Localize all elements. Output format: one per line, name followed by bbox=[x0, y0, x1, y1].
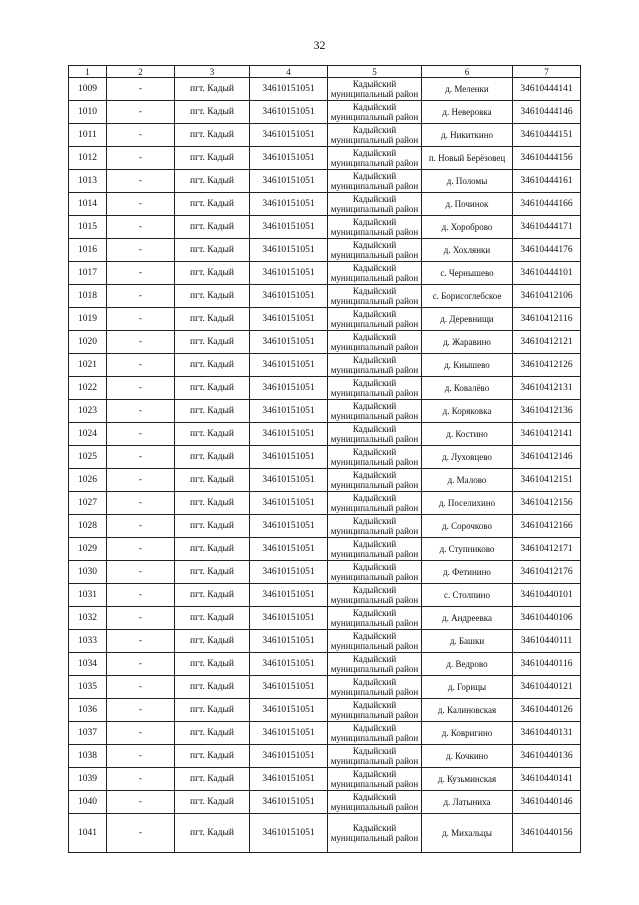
settlement-cell: д. Костино bbox=[422, 423, 513, 446]
table-row bbox=[69, 538, 581, 561]
settlement-cell: д. Фетинино bbox=[422, 561, 513, 584]
settlement-cell: д. Малово bbox=[422, 469, 513, 492]
locality-cell: пгт. Кадый bbox=[175, 101, 250, 124]
settlement-cell: д. Починок bbox=[422, 193, 513, 216]
table-row bbox=[69, 239, 581, 262]
oktmo-cell: 34610444101 bbox=[513, 262, 581, 285]
oktmo-cell: 34610444166 bbox=[513, 193, 581, 216]
locality-cell: пгт. Кадый bbox=[175, 446, 250, 469]
settlement-cell: д. Луховцево bbox=[422, 446, 513, 469]
oktmo-cell: 34610412151 bbox=[513, 469, 581, 492]
locality-cell: пгт. Кадый bbox=[175, 768, 250, 791]
settlement-cell: д. Латыниха bbox=[422, 791, 513, 814]
settlement-cell: д. Сорочково bbox=[422, 515, 513, 538]
dash-cell: - bbox=[107, 630, 175, 653]
settlement-cell: п. Новый Берёзовец bbox=[422, 147, 513, 170]
dash-cell: - bbox=[107, 124, 175, 147]
district-cell: Кадыйский муниципальный район bbox=[328, 331, 422, 354]
settlement-cell: д. Кнышево bbox=[422, 354, 513, 377]
row-number-cell: 1040 bbox=[69, 791, 107, 814]
district-cell: Кадыйский муниципальный район bbox=[328, 561, 422, 584]
dash-cell: - bbox=[107, 239, 175, 262]
locality-cell: пгт. Кадый bbox=[175, 630, 250, 653]
oktmo-cell: 34610440111 bbox=[513, 630, 581, 653]
oktmo-cell: 34610412146 bbox=[513, 446, 581, 469]
table-row bbox=[69, 676, 581, 699]
table-row bbox=[69, 446, 581, 469]
settlement-cell: д. Горицы bbox=[422, 676, 513, 699]
settlement-cell: д. Никиткино bbox=[422, 124, 513, 147]
row-number-cell: 1039 bbox=[69, 768, 107, 791]
locality-cell: пгт. Кадый bbox=[175, 78, 250, 101]
settlement-cell: д. Ковалёво bbox=[422, 377, 513, 400]
locality-cell: пгт. Кадый bbox=[175, 285, 250, 308]
row-number-cell: 1018 bbox=[69, 285, 107, 308]
dash-cell: - bbox=[107, 331, 175, 354]
code-cell: 34610151051 bbox=[250, 745, 328, 768]
table-row bbox=[69, 492, 581, 515]
row-number-cell: 1010 bbox=[69, 101, 107, 124]
locality-cell: пгт. Кадый bbox=[175, 492, 250, 515]
row-number-cell: 1028 bbox=[69, 515, 107, 538]
dash-cell: - bbox=[107, 469, 175, 492]
table-row bbox=[69, 377, 581, 400]
oktmo-cell: 34610444146 bbox=[513, 101, 581, 124]
oktmo-cell: 34610412171 bbox=[513, 538, 581, 561]
code-cell: 34610151051 bbox=[250, 285, 328, 308]
locality-cell: пгт. Кадый bbox=[175, 814, 250, 853]
row-number-cell: 1014 bbox=[69, 193, 107, 216]
column-header: 4 bbox=[250, 66, 328, 78]
district-cell: Кадыйский муниципальный район bbox=[328, 124, 422, 147]
code-cell: 34610151051 bbox=[250, 538, 328, 561]
code-cell: 34610151051 bbox=[250, 492, 328, 515]
locality-cell: пгт. Кадый bbox=[175, 538, 250, 561]
oktmo-cell: 34610412131 bbox=[513, 377, 581, 400]
code-cell: 34610151051 bbox=[250, 400, 328, 423]
settlement-cell: д. Хороброво bbox=[422, 216, 513, 239]
settlement-cell: с. Столпино bbox=[422, 584, 513, 607]
row-number-cell: 1025 bbox=[69, 446, 107, 469]
dash-cell: - bbox=[107, 147, 175, 170]
row-number-cell: 1013 bbox=[69, 170, 107, 193]
dash-cell: - bbox=[107, 193, 175, 216]
table-row bbox=[69, 630, 581, 653]
table-row bbox=[69, 584, 581, 607]
settlement-cell: д. Кузьминская bbox=[422, 768, 513, 791]
district-cell: Кадыйский муниципальный район bbox=[328, 101, 422, 124]
dash-cell: - bbox=[107, 285, 175, 308]
settlement-cell: д. Неверовка bbox=[422, 101, 513, 124]
dash-cell: - bbox=[107, 354, 175, 377]
oktmo-cell: 34610412156 bbox=[513, 492, 581, 515]
table-row bbox=[69, 193, 581, 216]
locality-cell: пгт. Кадый bbox=[175, 400, 250, 423]
table-row bbox=[69, 400, 581, 423]
oktmo-cell: 34610440156 bbox=[513, 814, 581, 853]
row-number-cell: 1037 bbox=[69, 722, 107, 745]
table-header bbox=[69, 66, 581, 78]
dash-cell: - bbox=[107, 216, 175, 239]
locality-cell: пгт. Кадый bbox=[175, 515, 250, 538]
district-cell: Кадыйский муниципальный район bbox=[328, 239, 422, 262]
page-number: 32 bbox=[313, 38, 326, 52]
locality-cell: пгт. Кадый bbox=[175, 262, 250, 285]
district-cell: Кадыйский муниципальный район bbox=[328, 78, 422, 101]
oktmo-cell: 34610412176 bbox=[513, 561, 581, 584]
locality-cell: пгт. Кадый bbox=[175, 722, 250, 745]
oktmo-cell: 34610412141 bbox=[513, 423, 581, 446]
district-cell: Кадыйский муниципальный район bbox=[328, 538, 422, 561]
row-number-cell: 1033 bbox=[69, 630, 107, 653]
table-row bbox=[69, 170, 581, 193]
column-header: 1 bbox=[69, 66, 107, 78]
code-cell: 34610151051 bbox=[250, 469, 328, 492]
locality-cell: пгт. Кадый bbox=[175, 354, 250, 377]
district-cell: Кадыйский муниципальный район bbox=[328, 262, 422, 285]
dash-cell: - bbox=[107, 377, 175, 400]
settlement-cell: д. Калиновская bbox=[422, 699, 513, 722]
oktmo-cell: 34610412136 bbox=[513, 400, 581, 423]
oktmo-cell: 34610440126 bbox=[513, 699, 581, 722]
column-header: 6 bbox=[422, 66, 513, 78]
locality-cell: пгт. Кадый bbox=[175, 377, 250, 400]
table-row bbox=[69, 331, 581, 354]
district-cell: Кадыйский муниципальный район bbox=[328, 492, 422, 515]
district-cell: Кадыйский муниципальный район bbox=[328, 147, 422, 170]
district-cell: Кадыйский муниципальный район bbox=[328, 423, 422, 446]
district-cell: Кадыйский муниципальный район bbox=[328, 745, 422, 768]
locality-cell: пгт. Кадый bbox=[175, 147, 250, 170]
code-cell: 34610151051 bbox=[250, 446, 328, 469]
dash-cell: - bbox=[107, 308, 175, 331]
row-number-cell: 1020 bbox=[69, 331, 107, 354]
table-row bbox=[69, 791, 581, 814]
row-number-cell: 1019 bbox=[69, 308, 107, 331]
district-cell: Кадыйский муниципальный район bbox=[328, 285, 422, 308]
dash-cell: - bbox=[107, 492, 175, 515]
row-number-cell: 1036 bbox=[69, 699, 107, 722]
oktmo-cell: 34610440131 bbox=[513, 722, 581, 745]
table-row bbox=[69, 101, 581, 124]
oktmo-cell: 34610440116 bbox=[513, 653, 581, 676]
settlement-cell: д. Меленки bbox=[422, 78, 513, 101]
code-cell: 34610151051 bbox=[250, 170, 328, 193]
settlement-cell: д. Ведрово bbox=[422, 653, 513, 676]
row-number-cell: 1024 bbox=[69, 423, 107, 446]
code-cell: 34610151051 bbox=[250, 193, 328, 216]
row-number-cell: 1035 bbox=[69, 676, 107, 699]
settlement-cell: д. Поломы bbox=[422, 170, 513, 193]
dash-cell: - bbox=[107, 561, 175, 584]
dash-cell: - bbox=[107, 791, 175, 814]
table-row bbox=[69, 814, 581, 853]
dash-cell: - bbox=[107, 400, 175, 423]
dash-cell: - bbox=[107, 722, 175, 745]
row-number-cell: 1021 bbox=[69, 354, 107, 377]
locality-cell: пгт. Кадый bbox=[175, 607, 250, 630]
table-row bbox=[69, 653, 581, 676]
oktmo-cell: 34610444156 bbox=[513, 147, 581, 170]
dash-cell: - bbox=[107, 768, 175, 791]
code-cell: 34610151051 bbox=[250, 78, 328, 101]
code-cell: 34610151051 bbox=[250, 515, 328, 538]
district-cell: Кадыйский муниципальный район bbox=[328, 377, 422, 400]
district-cell: Кадыйский муниципальный район bbox=[328, 193, 422, 216]
table-body bbox=[69, 78, 581, 853]
settlement-cell: д. Деревнищи bbox=[422, 308, 513, 331]
column-header: 7 bbox=[513, 66, 581, 78]
district-cell: Кадыйский муниципальный район bbox=[328, 607, 422, 630]
row-number-cell: 1023 bbox=[69, 400, 107, 423]
oktmo-cell: 34610444161 bbox=[513, 170, 581, 193]
table-row bbox=[69, 722, 581, 745]
locality-cell: пгт. Кадый bbox=[175, 584, 250, 607]
table-row bbox=[69, 699, 581, 722]
code-cell: 34610151051 bbox=[250, 814, 328, 853]
dash-cell: - bbox=[107, 584, 175, 607]
table-row bbox=[69, 285, 581, 308]
district-cell: Кадыйский муниципальный район bbox=[328, 676, 422, 699]
locality-cell: пгт. Кадый bbox=[175, 676, 250, 699]
dash-cell: - bbox=[107, 745, 175, 768]
district-cell: Кадыйский муниципальный район bbox=[328, 814, 422, 853]
row-number-cell: 1012 bbox=[69, 147, 107, 170]
oktmo-cell: 34610440141 bbox=[513, 768, 581, 791]
oktmo-cell: 34610412126 bbox=[513, 354, 581, 377]
district-cell: Кадыйский муниципальный район bbox=[328, 653, 422, 676]
code-cell: 34610151051 bbox=[250, 699, 328, 722]
row-number-cell: 1016 bbox=[69, 239, 107, 262]
district-cell: Кадыйский муниципальный район bbox=[328, 354, 422, 377]
code-cell: 34610151051 bbox=[250, 653, 328, 676]
row-number-cell: 1032 bbox=[69, 607, 107, 630]
table-row bbox=[69, 124, 581, 147]
oktmo-cell: 34610412106 bbox=[513, 285, 581, 308]
settlement-cell: д. Ступниково bbox=[422, 538, 513, 561]
table-row bbox=[69, 561, 581, 584]
code-cell: 34610151051 bbox=[250, 377, 328, 400]
table-row bbox=[69, 423, 581, 446]
locality-cell: пгт. Кадый bbox=[175, 124, 250, 147]
registry-table bbox=[68, 65, 581, 853]
locality-cell: пгт. Кадый bbox=[175, 653, 250, 676]
code-cell: 34610151051 bbox=[250, 791, 328, 814]
row-number-cell: 1034 bbox=[69, 653, 107, 676]
settlement-cell: д. Кочкино bbox=[422, 745, 513, 768]
district-cell: Кадыйский муниципальный район bbox=[328, 699, 422, 722]
dash-cell: - bbox=[107, 515, 175, 538]
column-header: 3 bbox=[175, 66, 250, 78]
row-number-cell: 1011 bbox=[69, 124, 107, 147]
district-cell: Кадыйский муниципальный район bbox=[328, 446, 422, 469]
row-number-cell: 1031 bbox=[69, 584, 107, 607]
locality-cell: пгт. Кадый bbox=[175, 745, 250, 768]
code-cell: 34610151051 bbox=[250, 768, 328, 791]
table-row bbox=[69, 607, 581, 630]
district-cell: Кадыйский муниципальный район bbox=[328, 308, 422, 331]
oktmo-cell: 34610440106 bbox=[513, 607, 581, 630]
locality-cell: пгт. Кадый bbox=[175, 216, 250, 239]
code-cell: 34610151051 bbox=[250, 630, 328, 653]
dash-cell: - bbox=[107, 676, 175, 699]
row-number-cell: 1038 bbox=[69, 745, 107, 768]
locality-cell: пгт. Кадый bbox=[175, 308, 250, 331]
settlement-cell: д. Жаравино bbox=[422, 331, 513, 354]
district-cell: Кадыйский муниципальный район bbox=[328, 722, 422, 745]
code-cell: 34610151051 bbox=[250, 676, 328, 699]
settlement-cell: д. Хохлянки bbox=[422, 239, 513, 262]
oktmo-cell: 34610412116 bbox=[513, 308, 581, 331]
code-cell: 34610151051 bbox=[250, 722, 328, 745]
oktmo-cell: 34610412121 bbox=[513, 331, 581, 354]
table-row bbox=[69, 216, 581, 239]
column-header: 2 bbox=[107, 66, 175, 78]
locality-cell: пгт. Кадый bbox=[175, 331, 250, 354]
code-cell: 34610151051 bbox=[250, 101, 328, 124]
table-row bbox=[69, 745, 581, 768]
table-row bbox=[69, 469, 581, 492]
table-row bbox=[69, 308, 581, 331]
locality-cell: пгт. Кадый bbox=[175, 699, 250, 722]
district-cell: Кадыйский муниципальный район bbox=[328, 170, 422, 193]
code-cell: 34610151051 bbox=[250, 354, 328, 377]
dash-cell: - bbox=[107, 814, 175, 853]
code-cell: 34610151051 bbox=[250, 308, 328, 331]
dash-cell: - bbox=[107, 653, 175, 676]
dash-cell: - bbox=[107, 607, 175, 630]
oktmo-cell: 34610444171 bbox=[513, 216, 581, 239]
row-number-cell: 1017 bbox=[69, 262, 107, 285]
code-cell: 34610151051 bbox=[250, 216, 328, 239]
district-cell: Кадыйский муниципальный район bbox=[328, 630, 422, 653]
table-row bbox=[69, 768, 581, 791]
row-number-cell: 1015 bbox=[69, 216, 107, 239]
settlement-cell: д. Ковригино bbox=[422, 722, 513, 745]
code-cell: 34610151051 bbox=[250, 607, 328, 630]
code-cell: 34610151051 bbox=[250, 124, 328, 147]
locality-cell: пгт. Кадый bbox=[175, 170, 250, 193]
settlement-cell: д. Коряковка bbox=[422, 400, 513, 423]
code-cell: 34610151051 bbox=[250, 262, 328, 285]
oktmo-cell: 34610444151 bbox=[513, 124, 581, 147]
oktmo-cell: 34610440136 bbox=[513, 745, 581, 768]
district-cell: Кадыйский муниципальный район bbox=[328, 584, 422, 607]
settlement-cell: д. Михальцы bbox=[422, 814, 513, 853]
table-row bbox=[69, 262, 581, 285]
district-cell: Кадыйский муниципальный район bbox=[328, 768, 422, 791]
locality-cell: пгт. Кадый bbox=[175, 193, 250, 216]
district-cell: Кадыйский муниципальный район bbox=[328, 469, 422, 492]
code-cell: 34610151051 bbox=[250, 561, 328, 584]
dash-cell: - bbox=[107, 101, 175, 124]
locality-cell: пгт. Кадый bbox=[175, 791, 250, 814]
oktmo-cell: 34610440101 bbox=[513, 584, 581, 607]
dash-cell: - bbox=[107, 446, 175, 469]
oktmo-cell: 34610412166 bbox=[513, 515, 581, 538]
oktmo-cell: 34610444176 bbox=[513, 239, 581, 262]
oktmo-cell: 34610440121 bbox=[513, 676, 581, 699]
dash-cell: - bbox=[107, 262, 175, 285]
settlement-cell: с. Чернышево bbox=[422, 262, 513, 285]
dash-cell: - bbox=[107, 699, 175, 722]
locality-cell: пгт. Кадый bbox=[175, 239, 250, 262]
row-number-cell: 1009 bbox=[69, 78, 107, 101]
table-row bbox=[69, 515, 581, 538]
settlement-cell: д. Поселихино bbox=[422, 492, 513, 515]
column-header: 5 bbox=[328, 66, 422, 78]
locality-cell: пгт. Кадый bbox=[175, 423, 250, 446]
row-number-cell: 1041 bbox=[69, 814, 107, 853]
table-row bbox=[69, 147, 581, 170]
row-number-cell: 1022 bbox=[69, 377, 107, 400]
locality-cell: пгт. Кадый bbox=[175, 469, 250, 492]
code-cell: 34610151051 bbox=[250, 584, 328, 607]
district-cell: Кадыйский муниципальный район bbox=[328, 400, 422, 423]
oktmo-cell: 34610444141 bbox=[513, 78, 581, 101]
code-cell: 34610151051 bbox=[250, 147, 328, 170]
header-row bbox=[69, 66, 581, 78]
code-cell: 34610151051 bbox=[250, 239, 328, 262]
settlement-cell: с. Борисоглебское bbox=[422, 285, 513, 308]
district-cell: Кадыйский муниципальный район bbox=[328, 216, 422, 239]
table-row bbox=[69, 354, 581, 377]
code-cell: 34610151051 bbox=[250, 423, 328, 446]
code-cell: 34610151051 bbox=[250, 331, 328, 354]
row-number-cell: 1030 bbox=[69, 561, 107, 584]
district-cell: Кадыйский муниципальный район bbox=[328, 515, 422, 538]
dash-cell: - bbox=[107, 423, 175, 446]
settlement-cell: д. Андреевка bbox=[422, 607, 513, 630]
row-number-cell: 1026 bbox=[69, 469, 107, 492]
district-cell: Кадыйский муниципальный район bbox=[328, 791, 422, 814]
locality-cell: пгт. Кадый bbox=[175, 561, 250, 584]
oktmo-cell: 34610440146 bbox=[513, 791, 581, 814]
dash-cell: - bbox=[107, 538, 175, 561]
table-row bbox=[69, 78, 581, 101]
row-number-cell: 1029 bbox=[69, 538, 107, 561]
settlement-cell: д. Башки bbox=[422, 630, 513, 653]
dash-cell: - bbox=[107, 170, 175, 193]
dash-cell: - bbox=[107, 78, 175, 101]
row-number-cell: 1027 bbox=[69, 492, 107, 515]
